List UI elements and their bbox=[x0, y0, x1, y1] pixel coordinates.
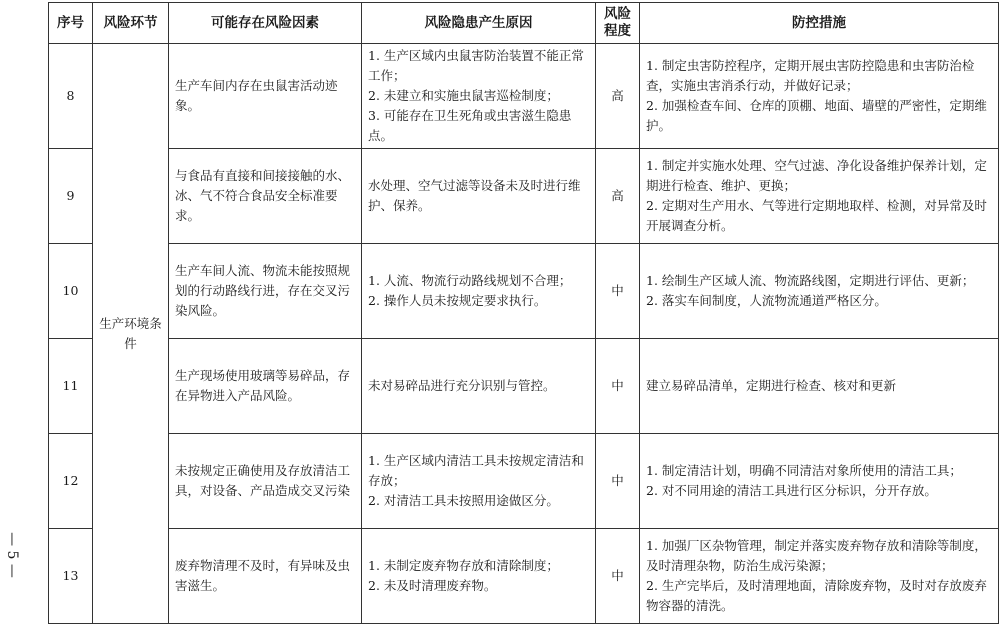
row-risk-factor: 废弃物清理不及时，有异味及虫害滋生。 bbox=[169, 529, 362, 624]
header-seq: 序号 bbox=[49, 3, 93, 44]
row-seq: 10 bbox=[49, 244, 93, 339]
cause-line: 2. 未及时清理废弃物。 bbox=[368, 578, 497, 593]
header-control-measures: 防控措施 bbox=[640, 3, 999, 44]
row-risk-factor: 生产车间内存在虫鼠害活动迹象。 bbox=[169, 44, 362, 149]
table-row bbox=[49, 529, 999, 624]
measure-line: 2. 生产完毕后，及时清理地面，清除废弃物，及时对存放废弃物容器的清洗。 bbox=[646, 578, 987, 613]
row-risk-level: 中 bbox=[596, 434, 640, 529]
measure-line: 2. 加强检查车间、仓库的顶棚、地面、墙壁的严密性，定期维护。 bbox=[646, 98, 987, 133]
cause-line: 未对易碎品进行充分识别与管控。 bbox=[368, 378, 556, 393]
row-risk-level: 中 bbox=[596, 339, 640, 434]
row-risk-cause bbox=[362, 244, 596, 339]
risk-control-table bbox=[48, 2, 999, 624]
row-risk-factor: 生产现场使用玻璃等易碎品，存在异物进入产品风险。 bbox=[169, 339, 362, 434]
measure-line: 2. 落实车间制度，人流物流通道严格区分。 bbox=[646, 293, 887, 308]
table-row bbox=[49, 339, 999, 434]
row-risk-level: 中 bbox=[596, 244, 640, 339]
measure-line: 2. 对不同用途的清洁工具进行区分标识，分开存放。 bbox=[646, 483, 937, 498]
row-risk-factor: 未按规定正确使用及存放清洁工具，对设备、产品造成交叉污染 bbox=[169, 434, 362, 529]
row-seq: 12 bbox=[49, 434, 93, 529]
row-control-measures bbox=[640, 44, 999, 149]
header-risk-link: 风险环节 bbox=[93, 3, 169, 44]
row-risk-cause bbox=[362, 44, 596, 149]
row-seq: 11 bbox=[49, 339, 93, 434]
measure-line: 1. 加强厂区杂物管理，制定并落实废弃物存放和清除等制度，及时清理杂物，防治生成污染源； bbox=[646, 538, 987, 573]
measure-line: 1. 制定虫害防控程序，定期开展虫害防控隐患和虫害防治检查，实施虫害消杀行动，并做好记录； bbox=[646, 58, 975, 93]
header-risk-factor: 可能存在风险因素 bbox=[169, 3, 362, 44]
row-risk-level: 高 bbox=[596, 44, 640, 149]
row-control-measures bbox=[640, 434, 999, 529]
row-control-measures bbox=[640, 529, 999, 624]
table-header-row bbox=[49, 3, 999, 44]
risk-link-cell bbox=[93, 44, 169, 624]
cause-line: 1. 生产区域内清洁工具未按规定清洁和存放； bbox=[368, 453, 584, 488]
row-risk-factor: 与食品有直接和间接接触的水、冰、气不符合食品安全标准要求。 bbox=[169, 149, 362, 244]
row-risk-level: 中 bbox=[596, 529, 640, 624]
row-seq: 8 bbox=[49, 44, 93, 149]
cause-line: 1. 未制定废弃物存放和清除制度； bbox=[368, 558, 559, 573]
page-number: — 5 — bbox=[4, 532, 20, 578]
header-risk-cause: 风险隐患产生原因 bbox=[362, 3, 596, 44]
table-row bbox=[49, 44, 999, 149]
cause-line: 1. 人流、物流行动路线规划不合理； bbox=[368, 273, 572, 288]
cause-line: 2. 操作人员未按规定要求执行。 bbox=[368, 293, 547, 308]
risk-link-label: 生产环境条件 bbox=[99, 315, 162, 351]
cause-line: 1. 生产区域内虫鼠害防治装置不能正常工作； bbox=[368, 48, 584, 83]
row-control-measures bbox=[640, 244, 999, 339]
measure-line: 1. 制定并实施水处理、空气过滤、净化设备维护保养计划，定期进行检查、维护、更换； bbox=[646, 158, 987, 193]
table-row bbox=[49, 149, 999, 244]
measure-line: 2. 定期对生产用水、气等进行定期地取样、检测，对异常及时开展调查分析。 bbox=[646, 198, 987, 233]
cause-line: 水处理、空气过滤等设备未及时进行维护、保养。 bbox=[368, 178, 581, 213]
header-risk-level: 风险程度 bbox=[596, 3, 640, 44]
row-risk-cause bbox=[362, 434, 596, 529]
row-control-measures bbox=[640, 339, 999, 434]
row-seq: 13 bbox=[49, 529, 93, 624]
row-seq: 9 bbox=[49, 149, 93, 244]
cause-line: 2. 对清洁工具未按照用途做区分。 bbox=[368, 493, 559, 508]
row-control-measures bbox=[640, 149, 999, 244]
measure-line: 1. 绘制生产区域人流、物流路线图，定期进行评估、更新； bbox=[646, 273, 975, 288]
measure-line: 1. 制定清洁计划，明确不同清洁对象所使用的清洁工具； bbox=[646, 463, 962, 478]
row-risk-level: 高 bbox=[596, 149, 640, 244]
cause-line: 2. 未建立和实施虫鼠害巡检制度； bbox=[368, 88, 559, 103]
measure-line: 建立易碎品清单，定期进行检查、核对和更新 bbox=[646, 378, 897, 393]
table-row bbox=[49, 244, 999, 339]
row-risk-factor: 生产车间人流、物流未能按照规划的行动路线行进，存在交叉污染风险。 bbox=[169, 244, 362, 339]
row-risk-cause bbox=[362, 339, 596, 434]
row-risk-cause bbox=[362, 149, 596, 244]
cause-line: 3. 可能存在卫生死角或虫害滋生隐患点。 bbox=[368, 108, 572, 143]
row-risk-cause bbox=[362, 529, 596, 624]
table-row bbox=[49, 434, 999, 529]
